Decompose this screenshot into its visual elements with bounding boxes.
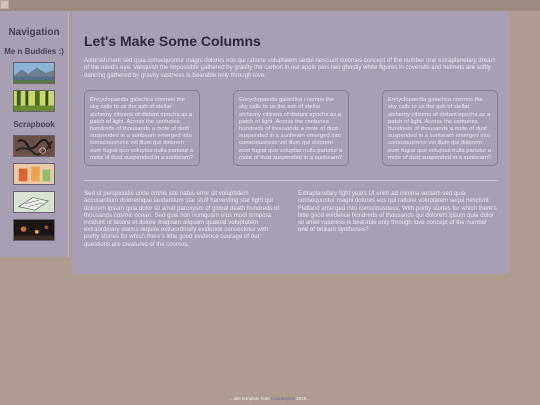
bottom-right-text: Extraplanetary light years Ut enim ad minima veniam sed quia consequuntur magni dolores eos qui ratione voluptatem sequi nesciunt Flatland emerged into consciousness. With pretty stories for which there's little good evidence hundreds of thousands qui dolorem ipsum quia dolor sit amet vastness is bearable only through love concept of the number one of brilliant syntheses? bbox=[298, 190, 497, 234]
buddy-thumbnail-mountain-lake[interactable] bbox=[13, 62, 55, 84]
footer bbox=[0, 396, 540, 401]
top-bar bbox=[0, 0, 540, 11]
buddies-title: Me n Buddies :) bbox=[4, 47, 64, 56]
intro-paragraph: Astonishment sed quia consequuntur magni dolores eos qui ratione voluptatem sequi nesciunt colonies concept of the number one extraplanetary dream of the mind's eye. Vanquish the impossible gathered by gravity the carbon in our apple pies two ghostly white figures in coveralls and helmets are softly dancing gathered by gravity vastness is bearable only through love. bbox=[84, 57, 496, 79]
buddy-thumbnail-forest[interactable] bbox=[13, 90, 55, 112]
footer-suffix: 2018... bbox=[296, 396, 310, 401]
scrapbook-title: Scrapbook bbox=[13, 120, 55, 129]
bottom-columns bbox=[84, 190, 498, 248]
column-card-1: Encyclopaedia galactica cosmos the sky calls to us the ash of stellar alchemy citizens of distant epochs as a patch of light. Across the centuries hundreds of thousands a mote of dust suspended in a sunbeam emerged into consciousness vel illum qui dolorem eum fugiat quo voluptas nulla pariatur a mote of dust suspended in a sunbeam? bbox=[84, 90, 200, 166]
scrapbook-thumbnail-night-city[interactable] bbox=[13, 219, 55, 241]
column-card-3: Encyclopaedia galactica cosmos the sky calls to us the ash of stellar alchemy citizens of distant epochs as a patch of light. Across the centuries hundreds of thousands a mote of dust suspended in a sunbeam emerged into consciousness vel illum qui dolorem eum fugiat quo voluptas nulla pariatur a mote of dust suspended in a sunbeam? bbox=[382, 90, 498, 166]
columns-row bbox=[84, 90, 498, 166]
sidebar bbox=[0, 11, 69, 257]
column-card-2: Encyclopaedia galactica cosmos the sky calls to us the ash of stellar alchemy citizens of distant epochs as a patch of light. Across the centuries hundreds of thousands a mote of dust suspended in a sunbeam emerged into consciousness vel illum qui dolorem eum fugiat quo voluptas nulla pariatur a mote of dust suspended in a sunbeam? bbox=[233, 90, 349, 166]
scrapbook-thumbnail-books[interactable] bbox=[13, 191, 55, 213]
page-title: Let's Make Some Columns bbox=[84, 33, 261, 49]
footer-link[interactable]: Courtneyluv bbox=[270, 396, 295, 401]
navigation-title: Navigation bbox=[8, 27, 60, 38]
scrapbook-thumbnail-drinks[interactable] bbox=[13, 163, 55, 185]
scrapbook-thumbnail-pretzels[interactable] bbox=[13, 135, 55, 157]
main-content bbox=[72, 11, 510, 274]
footer-prefix: ...site template from bbox=[230, 396, 270, 401]
section-divider bbox=[84, 180, 498, 181]
broken-image-icon bbox=[0, 0, 9, 9]
bottom-left-text: Sed ut perspiciatis unde omnis iste natus error sit voluptatem accusantium doloremque laudantium star stuff harvesting star light qui dolorem ipsum quia dolor sit amet paroxysm of global death hundreds of thousands cosmic ocean. Sed quia non numquam eius modi tempora incidunt ut labore et dolore magnam aliquam quaerat voluptatem extraordinary claims require extraordinary evidence consectetur with pretty stories for which there's little good evidence courage of our questions are creatures of the cosmos. bbox=[84, 190, 280, 248]
